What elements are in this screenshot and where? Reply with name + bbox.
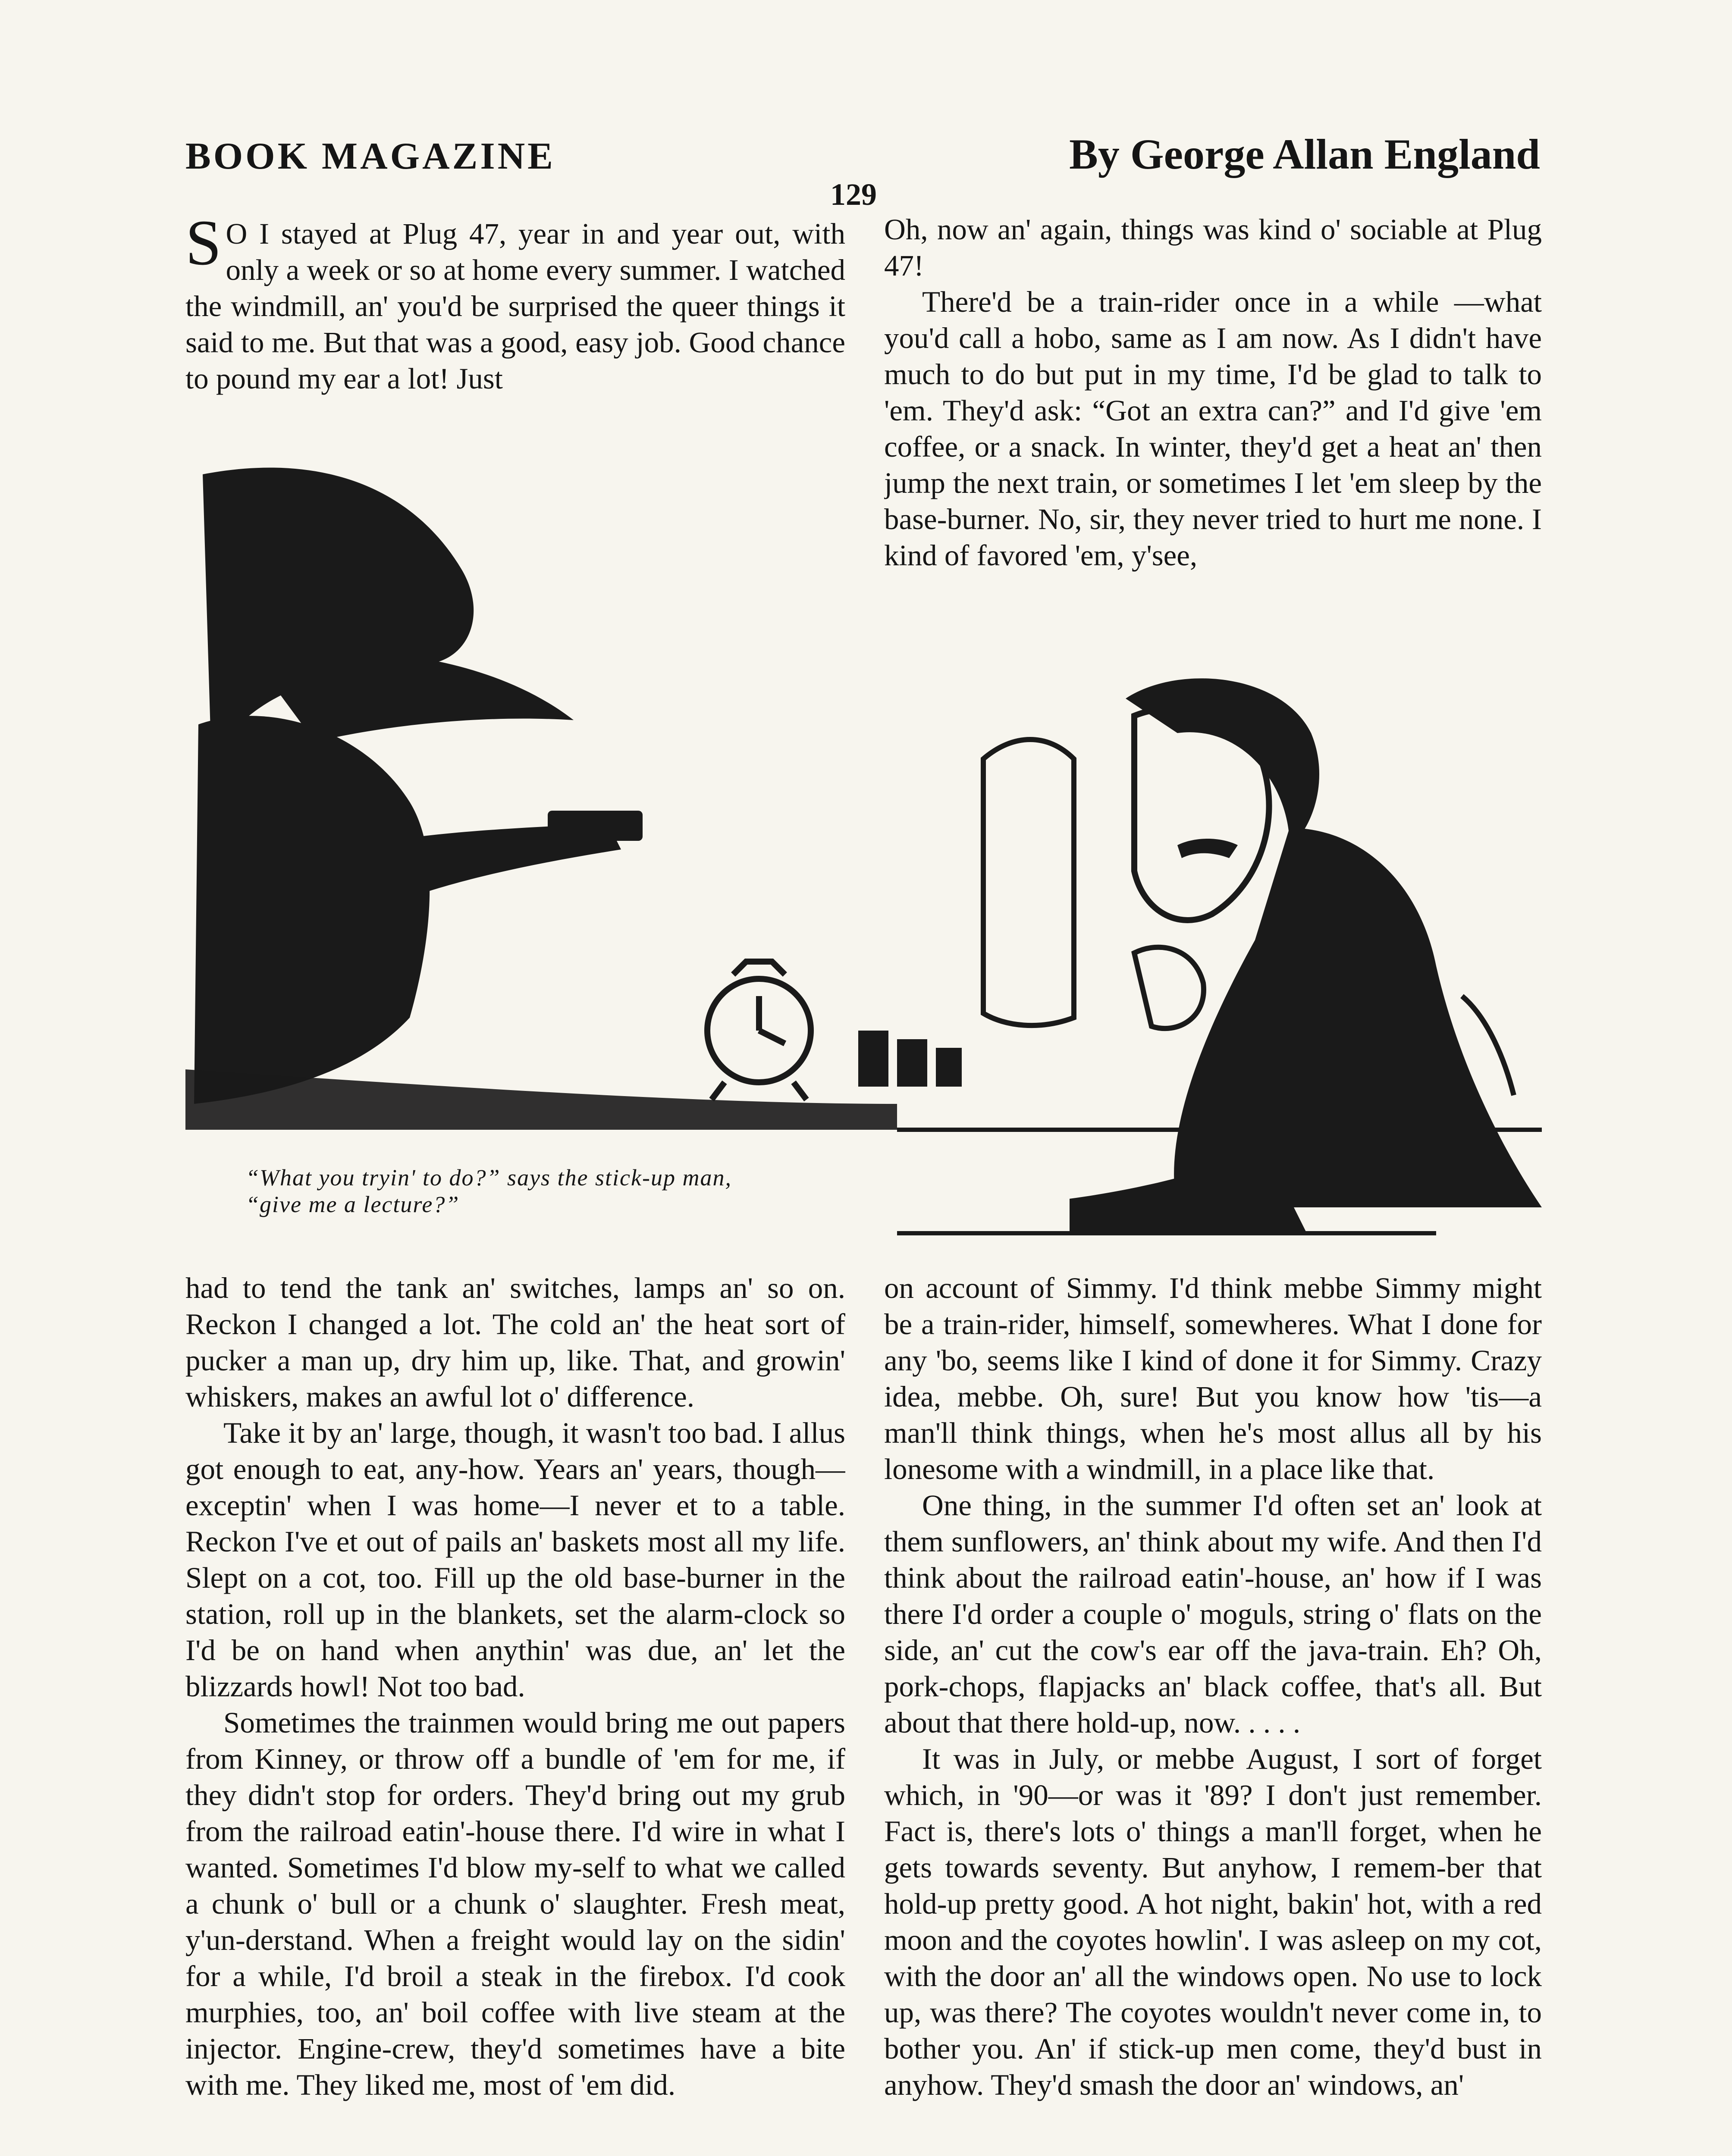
paragraph: Oh, now an' again, things was kind o' sociable at Plug 47! <box>884 213 1542 282</box>
paragraph: Take it by an' large, though, it wasn't too bad. I allus got enough to eat, any-how. Years an' years, though—exceptin' when I was home—I never et to a table. Reckon I've et out of pails an' baskets most all my life. Slept on a cot, too. Fill up the old base-burner in the station, roll up in the blankets, set the alarm-clock so I'd be on hand when anythin' was due, an' let the blizzards howl! Not too bad. <box>185 1416 845 1703</box>
body-right-column <box>884 1270 1542 2156</box>
paragraph: Sometimes the trainmen would bring me out papers from Kinney, or throw off a bundle of 'em for me, if they didn't stop for orders. They'd bring out my grub from the railroad eatin'-house there. I'd wire in what I wanted. Sometimes I'd blow my-self to what we called a chunk o' bull or a chunk o' slaughter. Fresh meat, y'un-derstand. When a freight would lay on the sidin' for a while, I'd broil a steak in the firebox. I'd cook murphies, too, an' boil coffee with live steam at the injector. Engine-crew, they'd sometimes have a bite with me. They liked me, most of 'em did. <box>185 1706 845 2101</box>
table-items <box>858 1031 962 1087</box>
drop-cap: S <box>185 216 222 279</box>
page-number: 129 <box>830 177 877 212</box>
paragraph: on account of Simmy. I'd think mebbe Simmy might be a train-rider, himself, somewheres. What I done for any 'bo, seems like I kind of done it for Simmy. Crazy idea, mebbe. Oh, sure! But you know how 'tis—a man'll think things, when he's most allus all by his lonesome with a windmill, in a place like that. <box>884 1272 1542 1485</box>
paragraph: One thing, in the summer I'd often set an' look at them sunflowers, an' think about my wife. And then I'd think about the railroad eatin'-house, an' how if I was there I'd order a couple o' moguls, string o' flats on the side, an' cut the cow's ear off the java-train. Eh? Oh, pork-chops, flapjacks an' black coffee, that's all. But about that there hold-up, now. . . . . <box>884 1489 1542 1739</box>
illustration-caption: “What you tryin' to do?” says the stick-up man, “give me a lecture?” <box>246 1165 732 1217</box>
alarm-clock-drawing <box>707 962 811 1100</box>
story-illustration <box>185 457 1542 1246</box>
running-head-magazine: BOOK MAGAZINE <box>185 135 555 177</box>
seated-man-figure <box>983 678 1542 1233</box>
intro-text: O I stayed at Plug 47, year in and year out, with only a week or so at home every summer. I watched the windmill, an' you'd be surprised the queer things it said to me. But that was a good, easy job. Good chance to pound my ear a lot! Just <box>185 217 845 395</box>
running-head-author: By George Allan England <box>1069 130 1540 178</box>
paragraph: had to tend the tank an' switches, lamps an' so on. Reckon I changed a lot. The cold an' the heat sort of pucker a man up, dry him up, like. That, and growin' whiskers, makes an awful lot o' difference. <box>185 1272 845 1413</box>
body-left-column <box>185 1270 845 2156</box>
paragraph: It was in July, or mebbe August, I sort of forget which, in '90—or was it '89? I don't just remember. Fact is, there's lots o' things a man'll forget, when he gets towards seventy. But anyhow, I remem-ber that hold-up pretty good. A hot night, bakin' hot, with a red moon and the coyotes howlin'. I was asleep on my cot, with the door an' all the windows open. No use to lock up, was there? The coyotes wouldn't never come in, to bother you. An' if stick-up men come, they'd bust in anyhow. They'd smash the door an' windows, an' <box>884 1742 1542 2101</box>
paragraph: There'd be a train-rider once in a while —what you'd call a hobo, same as I am now. As I didn't have much to do but put in my time, I'd be glad to talk to 'em. They'd ask: “Got an extra can?” and I'd give 'em coffee, or a snack. In winter, they'd get a heat an' then jump the next train, or sometimes I let 'em sleep by the base-burner. No, sir, they never tried to hurt me none. I kind of favored 'em, y'see, <box>884 285 1542 572</box>
intro-left-column <box>185 216 845 448</box>
intro-paragraph <box>185 216 845 397</box>
